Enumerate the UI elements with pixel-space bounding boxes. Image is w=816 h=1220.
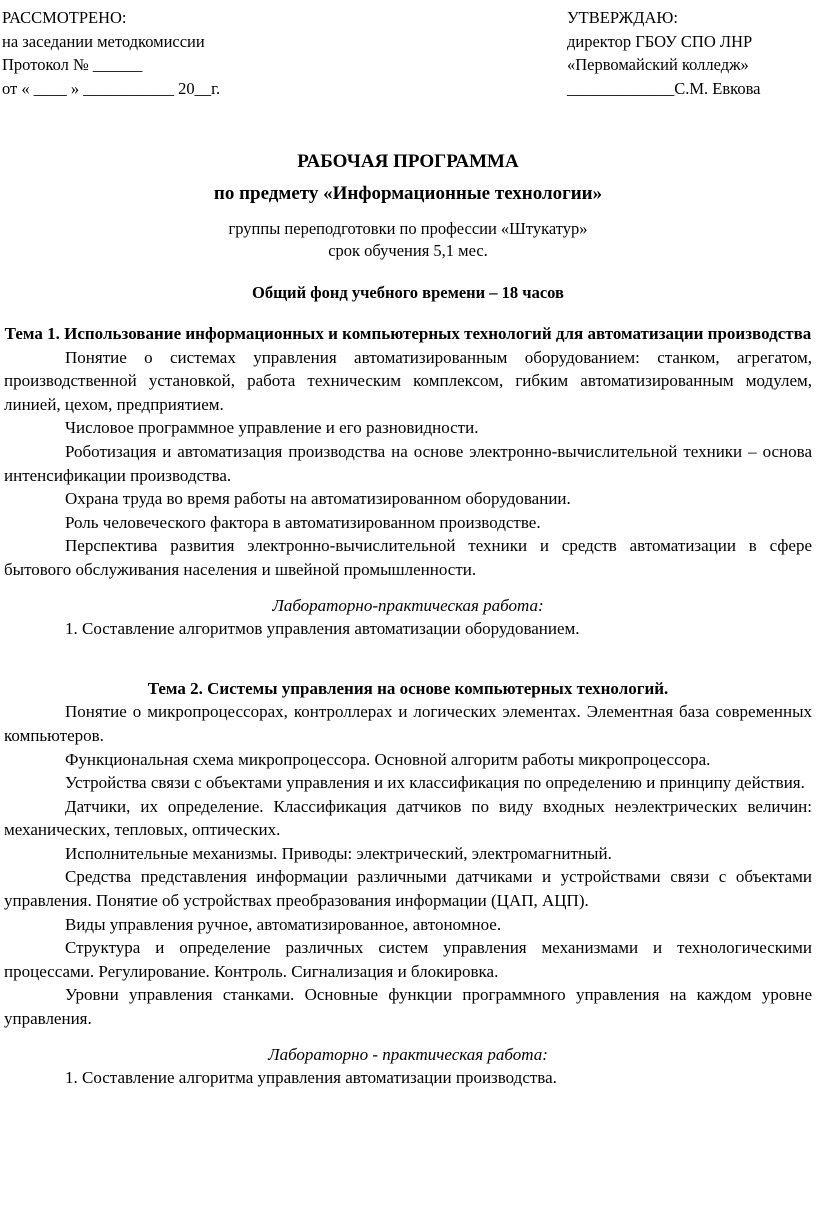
group-info: [0, 218, 816, 262]
document-subtitle: по предмету «Информационные технологии»: [213, 183, 603, 204]
topic-2-lab-item: 1. Составление алгоритма управления автоматизации производства.: [65, 1068, 557, 1088]
topic-2-paragraph: Устройства связи с объектами управления и их классификация по определению и принципу действия.: [65, 773, 805, 793]
total-hours: Общий фонд учебного времени – 18 часов: [252, 283, 564, 302]
topic-1-paragraph: Понятие о системах управления автоматизированным оборудованием: станком, агрегатом, производственной установкой, работа техническим комплексом, гибким автоматизированным модулем, линией, цехом, предприятием.: [4, 347, 812, 414]
approved-position: директор ГБОУ СПО ЛНР: [567, 31, 753, 51]
topic-2-paragraph: Исполнительные механизмы. Приводы: электрический, электромагнитный.: [65, 843, 612, 863]
topic-2-paragraph: Виды управления ручное, автоматизированное, автономное.: [65, 914, 502, 934]
approved-label: УТВЕРЖДАЮ:: [567, 8, 678, 27]
topic-2-paragraph: Средства представления информации различными датчиками и устройствами связи с объектами управления. Понятие об устройствах преобразования информации (ЦАП, АЦП).: [4, 867, 812, 911]
topic-2-lab-title: Лабораторно - практическая работа:: [268, 1044, 548, 1064]
study-duration: срок обучения 5,1 мес.: [328, 241, 488, 260]
section-gap: [4, 641, 812, 677]
topic-1-paragraph: Перспектива развития электронно-вычислительной техники и средств автоматизации в сфере бытового обслуживания населения и швейной промышленности.: [4, 536, 812, 579]
topic-1-lab-title: Лабораторно-практическая работа:: [272, 595, 544, 615]
topic-1-lab-item: 1. Составление алгоритмов управления автоматизации оборудованием.: [65, 619, 580, 639]
topic-1-paragraph: Роль человеческого фактора в автоматизированном производстве.: [65, 512, 541, 532]
approved-institution: «Первомайский колледж»: [567, 55, 749, 74]
topic-1-heading: Тема 1. Использование информационных и компьютерных технологий для автоматизации производства: [4, 324, 812, 343]
program-body: [4, 322, 812, 1090]
reviewed-label: РАССМОТРЕНО:: [2, 8, 127, 27]
topic-1-paragraph: Числовое программное управление и его разновидности.: [65, 418, 479, 438]
approved-signature: _____________С.М. Евкова: [567, 78, 761, 98]
topic-2-paragraph: Датчики, их определение. Классификация датчиков по виду входных неэлектрических величин: механических, тепловых, оптических.: [4, 796, 812, 840]
document-title: РАБОЧАЯ ПРОГРАММА: [297, 151, 519, 172]
topic-2-paragraph: Понятие о микропроцессорах, контроллерах и логических элементах. Элементная база современных компьютеров.: [4, 702, 812, 745]
reviewed-protocol: Протокол № ______: [2, 55, 143, 74]
topic-1-paragraph: Охрана труда во время работы на автоматизированном оборудовании.: [65, 489, 571, 509]
reviewed-block: [2, 6, 382, 100]
topic-2-heading: Тема 2. Системы управления на основе компьютерных технологий.: [147, 678, 669, 698]
approved-block: [567, 6, 812, 100]
topic-1-paragraph: Роботизация и автоматизация производства на основе электронно-вычислительной техники – основа интенсификации производства.: [4, 441, 812, 485]
topic-2-paragraph: Функциональная схема микропроцессора. Основной алгоритм работы микропроцессора.: [65, 749, 711, 769]
topic-2-paragraph: Уровни управления станками. Основные функции программного управления на каждом уровне управления.: [4, 985, 812, 1029]
reviewed-date: от « ____ » ___________ 20__г.: [2, 78, 221, 98]
reviewed-committee: на заседании методкомиссии: [2, 31, 205, 51]
group-profession: группы переподготовки по профессии «Штукатур»: [228, 219, 588, 238]
topic-2-paragraph: Структура и определение различных систем управления механизмами и технологическими процессами. Регулирование. Контроль. Сигнализация и блокировка.: [4, 938, 812, 981]
